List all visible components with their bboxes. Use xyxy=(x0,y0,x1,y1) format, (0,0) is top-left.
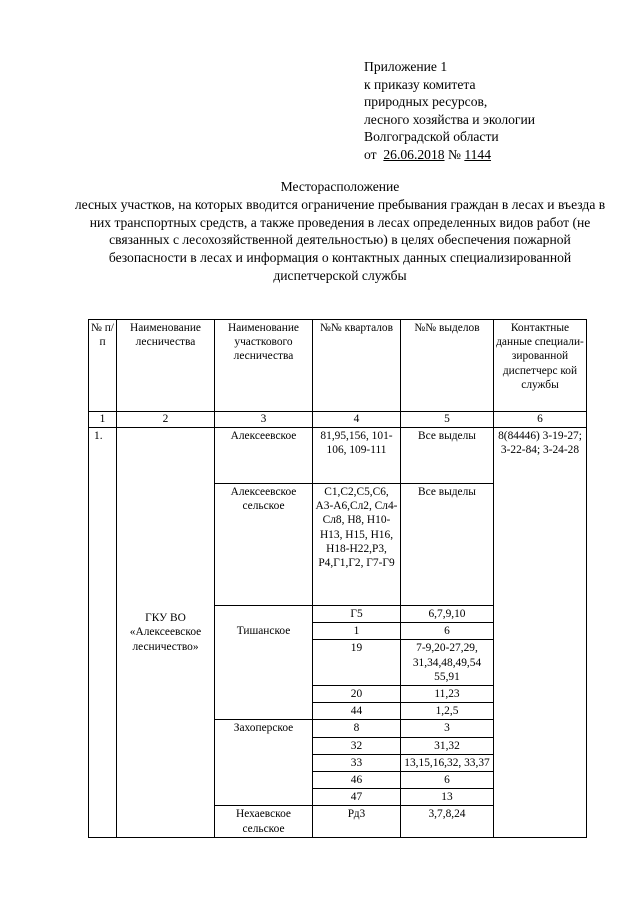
column-number: 1 xyxy=(89,412,117,428)
column-number: 6 xyxy=(494,412,587,428)
header-num: № п/п xyxy=(89,320,117,412)
forest-plots-table xyxy=(88,319,587,838)
quarters-cell: 44 xyxy=(313,703,401,720)
order-date: 26.06.2018 xyxy=(383,146,445,162)
plots-cell: 7-9,20-27,29, 31,34,48,49,54 55,91 xyxy=(401,640,494,686)
plots-cell: 3 xyxy=(401,720,494,737)
plots-cell: 6 xyxy=(401,772,494,789)
quarters-cell: 8 xyxy=(313,720,401,737)
plots-cell: 31,32 xyxy=(401,737,494,754)
plots-cell: 13,15,16,32, 33,37 xyxy=(401,754,494,771)
plots-cell: 11,23 xyxy=(401,686,494,703)
document-title: Месторасположение xyxy=(280,179,400,194)
plots-cell: 13 xyxy=(401,789,494,806)
district-name: Алексеевское xyxy=(215,428,313,484)
document-heading xyxy=(70,178,610,285)
quarters-cell: 32 xyxy=(313,737,401,754)
appendix-line: Волгоградской области xyxy=(364,129,499,145)
plots-cell: 6,7,9,10 xyxy=(401,606,494,623)
quarters-cell: 1 xyxy=(313,623,401,640)
plots-cell: Все выделы xyxy=(401,484,494,606)
column-number-row xyxy=(89,412,587,428)
header-plots: №№ выделов xyxy=(401,320,494,412)
table-header-row xyxy=(89,320,587,412)
quarters-cell: 46 xyxy=(313,772,401,789)
row-number: 1. xyxy=(89,428,117,838)
district-name: Захоперское xyxy=(215,720,313,806)
quarters-cell: Рд3 xyxy=(313,806,401,837)
appendix-line: Приложение 1 xyxy=(364,59,448,74)
quarters-cell: 20 xyxy=(313,686,401,703)
district-name xyxy=(215,606,313,720)
quarters-cell: 47 xyxy=(313,789,401,806)
order-date-line xyxy=(364,146,535,164)
district-label: Тишанское xyxy=(236,625,291,637)
appendix-line: к приказу комитета xyxy=(364,76,476,92)
appendix-block xyxy=(364,58,535,164)
number-sign: № xyxy=(447,146,461,162)
plots-cell: Все выделы xyxy=(401,428,494,484)
quarters-cell: С1,С2,С5,С6, А3-А6,Сл2, Сл4-Сл8, Н8, Н10-Н13, Н15, Н16, Н18-Н22,Р3, Р4,Г1,Г2, Г7-Г9 xyxy=(313,484,401,606)
appendix-line: лесного хозяйства и экологии xyxy=(364,111,536,127)
quarters-cell: 19 xyxy=(313,640,401,686)
district-name: Алексеевское сельское xyxy=(215,484,313,606)
quarters-cell: 33 xyxy=(313,754,401,771)
district-name: Нехаевское сельское xyxy=(215,806,313,837)
header-forestry: Наименование лесничества xyxy=(117,320,215,412)
forestry-name: ГКУ ВО «Алексеевское лесничество» xyxy=(117,428,215,838)
column-number: 3 xyxy=(215,412,313,428)
from-label: от xyxy=(364,146,377,162)
header-quarters: №№ кварталов xyxy=(313,320,401,412)
appendix-line: природных ресурсов, xyxy=(364,94,488,110)
plots-cell: 6 xyxy=(401,623,494,640)
contacts-cell: 8(84446) 3-19-27; 3-22-84; 3-24-28 xyxy=(494,428,587,838)
header-district: Наименование участкового лесничества xyxy=(215,320,313,412)
column-number: 4 xyxy=(313,412,401,428)
order-number: 1144 xyxy=(464,146,492,162)
document-subtitle: лесных участков, на которых вводится ограничение пребывания граждан в лесах и въезда в них транспортных средств, а также проведения в лесах определенных видов работ (не связанных с лесохозяйственной деятельностью) в целях обеспечения пожарной безопасности в лесах и информация о контактных данных специализированной диспетчерской службы xyxy=(74,196,606,283)
table-row xyxy=(89,428,587,484)
column-number: 5 xyxy=(401,412,494,428)
quarters-cell: 81,95,156, 101-106, 109-111 xyxy=(313,428,401,484)
plots-cell: 1,2,5 xyxy=(401,703,494,720)
column-number: 2 xyxy=(117,412,215,428)
plots-cell: 3,7,8,24 xyxy=(401,806,494,837)
quarters-cell: Г5 xyxy=(313,606,401,623)
header-contacts: Контактные данные специали-зированной диспетчерс кой службы xyxy=(494,320,587,412)
